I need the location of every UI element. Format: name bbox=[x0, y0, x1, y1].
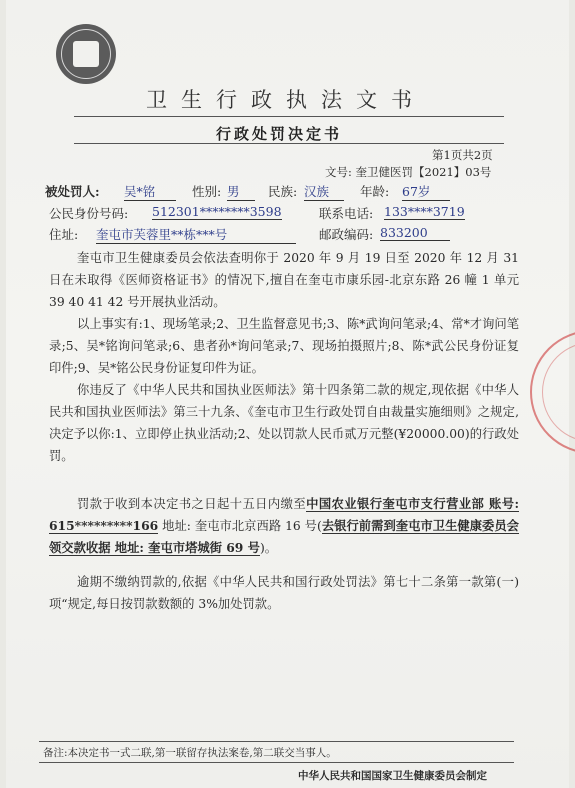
findings-paragraph: 奎屯市卫生健康委员会依法查明你于 2020 年 9 月 19 日至 2020 年 12 月 31 日在未取得《医师资格证书》的情况下,擅自在奎屯市康乐园-北京东路 26 幢 1 单元 39 40 41 42 号开展执业活动。 bbox=[49, 251, 519, 309]
id-label: 公民身份号码: bbox=[49, 206, 129, 221]
address-value: 奎屯市芙蓉里**栋***号 bbox=[96, 225, 296, 244]
ethnicity-label: 民族: bbox=[268, 184, 298, 199]
page-info: 第1页共2页 bbox=[432, 148, 493, 162]
agency-title: 卫生行政执法文书 bbox=[146, 88, 426, 112]
gender-label: 性别: bbox=[192, 184, 222, 199]
document-page bbox=[6, 0, 569, 788]
document-number: 文号: 奎卫健医罚【2021】03号 bbox=[325, 165, 492, 179]
age-label: 年龄: bbox=[360, 184, 390, 199]
id-value: 512301********3598 bbox=[152, 204, 282, 219]
name-label: 被处罚人: bbox=[45, 184, 100, 199]
official-seal-stamp bbox=[530, 330, 575, 454]
postal-code-value: 833200 bbox=[380, 225, 450, 241]
document-type-title: 行政处罚决定书 bbox=[216, 125, 343, 143]
payment-instruction-paragraph: 罚款于收到本决定书之日起十五日内缴至中国农业银行奎屯市支行营业部 账号: 615*********166 地址: 奎屯市北京西路 16 号(去银行前需到奎屯市卫生健康委员会领交款收据 地址: 奎屯市塔城街 69 号)。 bbox=[49, 496, 519, 555]
postal-code-label: 邮政编码: bbox=[319, 227, 374, 242]
ethnicity-value: 汉族 bbox=[304, 182, 344, 201]
gender-value: 男 bbox=[227, 182, 255, 201]
phone-value: 133****3719 bbox=[384, 204, 465, 219]
remark-note: 备注:本决定书一式二联,第一联留存执法案卷,第二联交当事人。 bbox=[43, 747, 337, 759]
address-label: 住址: bbox=[49, 227, 79, 242]
issuer-line: 中华人民共和国国家卫生健康委员会制定 bbox=[298, 770, 487, 782]
age-value: 67岁 bbox=[402, 182, 450, 201]
name-value: 吴*铭 bbox=[124, 182, 176, 201]
late-penalty-paragraph: 逾期不缴纳罚款的,依据《中华人民共和国行政处罚法》第七十二条第一款第(一)项“规定,每日按罚款数额的 3%加处罚款。 bbox=[49, 575, 519, 611]
phone-label: 联系电话: bbox=[319, 206, 374, 221]
decision-paragraph: 你违反了《中华人民共和国执业医师法》第十四条第二款的规定,现依据《中华人民共和国执业医师法》第三十九条、《奎屯市卫生行政处罚自由裁量实施细则》之规定,决定予以你:1、立即停止执业活动;2、处以罚款人民币贰万元整(¥20000.00)的行政处罚。 bbox=[49, 383, 519, 463]
health-commission-emblem bbox=[56, 24, 116, 84]
evidence-paragraph: 以上事实有:1、现场笔录;2、卫生监督意见书;3、陈*武询问笔录;4、常*才询问笔录;5、吴*铭询问笔录;6、患者孙*询问笔录;7、现场拍摄照片;8、陈*武公民身份证复印件;9、吴*铭公民身份证复印件为证。 bbox=[49, 317, 519, 375]
